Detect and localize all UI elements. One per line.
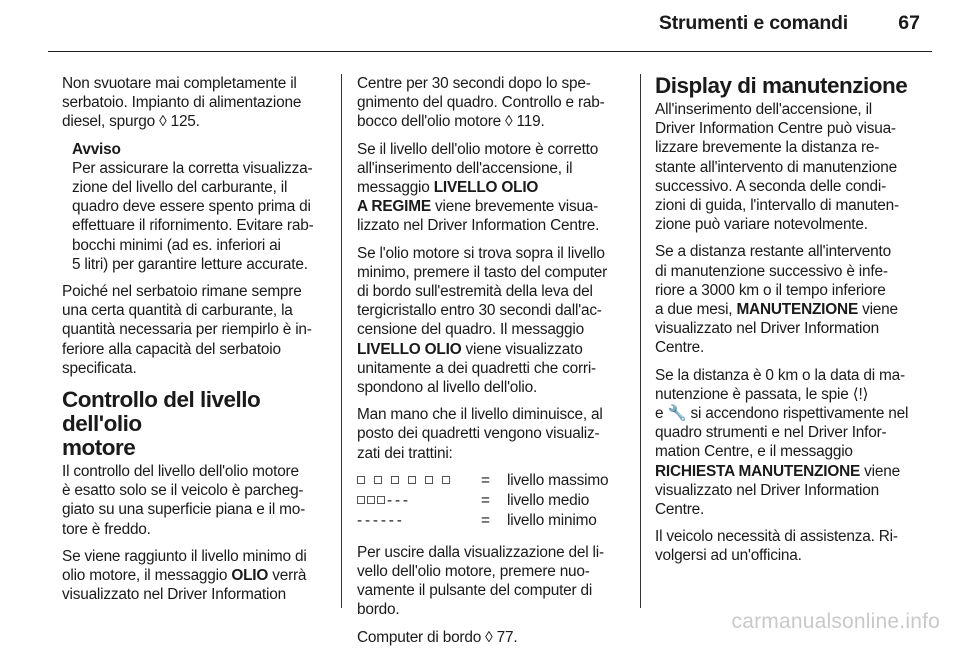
note-box <box>72 140 326 274</box>
page-number: 67 <box>898 12 920 34</box>
message-livello-olio: LIVELLO OLIO <box>357 340 462 358</box>
level-symbols-max <box>357 471 481 491</box>
section-heading-service-display: Display di manutenzione <box>655 73 908 98</box>
table-row: - - - - - - = livello minimo <box>357 511 608 531</box>
table-row: - - - = livello medio <box>357 491 608 511</box>
level-symbols-min: - - - - - - <box>357 512 402 530</box>
column-2 <box>357 74 623 655</box>
paragraph: All'inserimento dell'accensione, il Driver Information Centre può visua- lizzare brevemente la distanza re- stante all'intervento di manutenzione successivo. A seconda delle condi- zioni di guida, l'intervallo di manuten- zione può variare notevolmente. <box>655 101 899 234</box>
paragraph: Se l'olio motore si trova sopra il livello minimo, premere il tasto del computer di bordo sull'estremità della leva del tergicristallo entro 30 secondi dall'ac- censione del quadro. Il messaggio LIVELLO OLIO viene visualizzato unitamente a dei quadretti che corri- spondono al livello dell'olio. <box>357 244 608 397</box>
watermark: carmanualsonline.info <box>731 610 940 633</box>
paragraph: Il controllo del livello dell'olio motore è esatto solo se il veicolo è parcheg- giato su una superficie piana e il mo- tore è freddo. <box>62 463 306 538</box>
paragraph: Se il livello dell'olio motore è corretto all'inserimento dell'accensione, il messaggio LIVELLO OLIO A REGIME viene brevemente visua- lizzato nel Driver Information Centre. <box>357 140 600 235</box>
column-divider-1 <box>341 74 342 608</box>
level-label: livello medio <box>507 492 590 510</box>
paragraph: Il veicolo necessità di assistenza. Ri- volgersi ad un'officina. <box>655 528 898 565</box>
note-text: Per assicurare la corretta visualizza- zione del livello del carburante, il quadro deve essere spento prima di effettuare il rifornimento. Evitare rab- bocchi minimi (ad es. inferiori ai 5 litri) per garantire letture accurate. <box>72 159 314 273</box>
message-manutenzione: MANUTENZIONE <box>736 301 859 319</box>
paragraph: Computer di bordo ◊ 77. <box>357 628 518 646</box>
level-label: livello massimo <box>507 472 609 490</box>
column-1 <box>62 74 326 612</box>
paragraph: Non svuotare mai completamente il serbatoio. Impianto di alimentazione diesel, spurgo ◊ 125. <box>62 75 302 131</box>
message-olio: OLIO <box>231 567 269 585</box>
column-divider-2 <box>640 74 641 608</box>
paragraph: Man mano che il livello diminuisce, al posto dei quadretti vengono visualiz- zati dei trattini: <box>357 406 603 462</box>
paragraph: Poiché nel serbatoio rimane sempre una certa quantità di carburante, la quantità necessaria per riempirlo è in- feriore alla capacità del serbatoio specificata. <box>62 283 312 377</box>
note-title: Avviso <box>72 140 121 158</box>
level-symbols-mid: - - - <box>357 491 481 511</box>
message-richiesta-manutenzione: RICHIESTA MANUTENZIONE <box>655 462 861 480</box>
paragraph: Se viene raggiunto il livello minimo di olio motore, il messaggio OLIO verrà visualizzato nel Driver Information <box>62 547 307 604</box>
wrench-icon: 🔧 <box>667 405 687 423</box>
level-label: livello minimo <box>507 512 597 530</box>
header-rule <box>48 51 932 52</box>
paragraph: Per uscire dalla visualizzazione del li- vello dell'olio motore, premere nuo- vamente il pulsante del computer di bordo. <box>357 543 604 619</box>
column-3 <box>655 74 921 574</box>
paragraph: Se la distanza è 0 km o la data di ma- nutenzione è passata, le spie ⟨!⟩ e 🔧 si accendono rispettivamente nel quadro strumenti e nel Driver Infor- mation Centre, e il messaggio RICHIESTA MANUTENZIONE viene visualizzato nel Driver Information Centre. <box>655 366 909 519</box>
section-heading-oil-level: Controllo del livello dell'olio motore <box>62 387 261 461</box>
running-header-title: Strumenti e comandi <box>658 12 848 34</box>
table-row: = livello massimo <box>357 471 608 491</box>
paragraph: Se a distanza restante all'intervento di manutenzione successivo è infe- riore a 3000 km o il tempo inferiore a due mesi, MANUTENZIONE viene visualizzato nel Driver Information Centre. <box>655 243 898 357</box>
service-warning-icon: ⟨!⟩ <box>852 385 869 403</box>
message-livello-olio-a-regime: LIVELLO OLIO A REGIME <box>357 179 539 216</box>
oil-level-table <box>357 471 608 531</box>
paragraph: Centre per 30 secondi dopo lo spe- gnimento del quadro. Controllo e rab- bocco dell'olio motore ◊ 119. <box>357 75 605 131</box>
